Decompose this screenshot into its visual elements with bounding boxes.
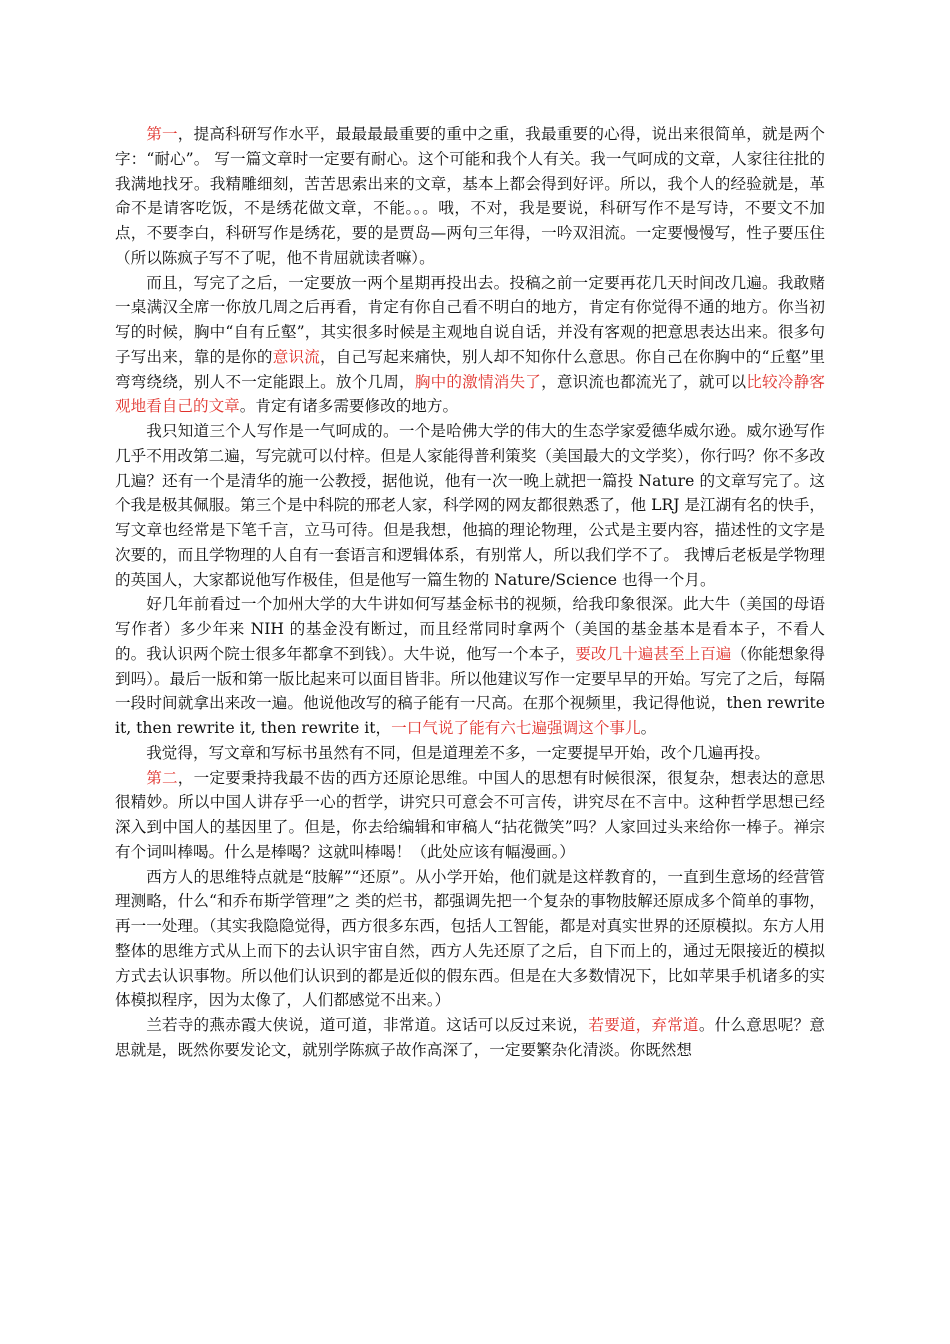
paragraph xyxy=(115,419,825,592)
text-run: 西方人的思维特点就是“肢解”“还原”。从小学开始，他们就是这样教育的，一直到生意场的经营管理测略，什么“和乔布斯学管理”之 类的烂书，都强调先把一个复杂的事物肢解还原成多个简单的事物，再一一处理。（其实我隐隐觉得，西方很多东西，包括人工智能，都是对真实世界的还原模拟。东方人用整体的思维方式从上而下的去认识宇宙自然，西方人先还原了之后，自下而上的，通过无限接近的模拟方式去认识事物。所以他们认识到的都是近似的假东西。但是在大多数情况下，比如苹果手机诸多的实体模拟程序，因为太像了，人们都感觉不出来。） xyxy=(115,867,825,1010)
paragraph xyxy=(115,741,825,766)
highlighted-text: 第二 xyxy=(146,768,178,787)
highlighted-text: 要改几十遍甚至上百遍 xyxy=(575,644,732,663)
highlighted-text: 比较冷静客观地看自己的文章 xyxy=(115,372,825,416)
highlighted-text: 意识流 xyxy=(272,347,321,366)
paragraph xyxy=(115,1013,825,1063)
text-run: 。什么意思呢？意思就是，既然你要发论文，就别学陈疯子故作高深了，一定要繁杂化清淡。你既然想 xyxy=(115,1016,825,1059)
highlighted-text: 一口气说了能有六七遍强调这个事儿 xyxy=(391,719,641,737)
text-run: 而且，写完了之后，一定要放一两个星期再投出去。投稿之前一定要再花几天时间改几遍。我敢赌一桌满汉全席一你放几周之后再看，肯定有你自己看不明白的地方，肯定有你觉得不通的地方。你当初写的时候，胸中“自有丘壑”，其实很多时候是主观地自说自话，并没有客观的把意思表达出来。很多句子写出来，靠的是你的 xyxy=(115,273,825,366)
text-run: 好几年前看过一个加州大学的大牛讲如何写基金标书的视频，给我印象很深。此大牛（美国的母语写作者）多少年来 NIH 的基金没有断过，而且经常同时拿两个（美国的基金基本是看本子，不看人的。我认识两个院士很多年都拿不到钱）。大牛说，他写一个本子， xyxy=(115,595,825,663)
highlighted-text: 若要道，弃常道 xyxy=(588,1016,699,1034)
paragraph xyxy=(115,766,825,865)
text-run: ，自己写起来痛快，别人却不知你什么意思。你自己在你胸中的“丘壑”里弯弯绕绕，别人不一定能跟上。放个几周， xyxy=(115,347,825,391)
text-run: ，意识流也都流光了，就可以 xyxy=(541,372,747,391)
highlighted-text: 第一 xyxy=(146,125,178,143)
paragraph xyxy=(115,122,825,271)
text-run: 。肯定有诸多需要修改的地方。 xyxy=(239,397,459,416)
paragraph xyxy=(115,592,825,741)
document-body xyxy=(115,122,825,1063)
text-run: （你能想象得到吗）。最后一版和第一版比起来可以面目皆非。所以他建议写作一定要早早的开始。写完了之后，每隔一段时间就拿出来改一遍。他说他改写的稿子能有一尺高。在那个视频里，我记得他说，then rewrite it, then rewrite it, then rewrite it， xyxy=(115,644,825,737)
text-run: ，提高科研写作水平，最最最最重要的重中之重，我最重要的心得，说出来很简单，就是两个字：“耐心”。 写一篇文章时一定要有耐心。这个可能和我个人有关。我一气呵成的文章，人家往往批的我满地找牙。我精雕细刻，苦苦思索出来的文章，基本上都会得到好评。所以，我个人的经验就是，革命不是请客吃饭，不是绣花做文章，不能。。。哦，不对，我是要说，科研写作不是写诗，不要文不加点，不要李白，科研写作是绣花，要的是贾岛—两句三年得，一吟双泪流。一定要慢慢写，性子要压住（所以陈疯子写不了呢，他不肯屈就读者嘛）。 xyxy=(115,125,825,267)
text-run: 。 xyxy=(640,719,657,737)
text-run: 我觉得，写文章和写标书虽然有不同，但是道理差不多，一定要提早开始，改个几遍再投。 xyxy=(146,743,770,762)
text-run: ，一定要秉持我最不齿的西方还原论思维。中国人的思想有时候很深，很复杂，想表达的意思很精妙。所以中国人讲存乎一心的哲学，讲究只可意会不可言传，讲究尽在不言中。这种哲学思想已经深入到中国人的基因里了。但是，你去给编辑和审稿人“拈花微笑”吗？人家回过头来给你一棒子。禅宗有个词叫棒喝。什么是棒喝？这就叫棒喝！（此处应该有幅漫画。） xyxy=(115,768,825,861)
paragraph xyxy=(115,271,825,420)
paragraph xyxy=(115,865,825,1014)
text-run: 我只知道三个人写作是一气呵成的。一个是哈佛大学的伟大的生态学家爱德华威尔逊。威尔逊写作几乎不用改第二遍，写完就可以付梓。但是人家能得普利策奖（美国最大的文学奖），你行吗？你不多改几遍？还有一个是清华的施一公教授，据他说，他有一次一晚上就把一篇投 Nature 的文章写完了。这个我是极其佩服。第三个是中科院的邢老人家，科学网的网友都很熟悉了，他 LRJ 是江湖有名的快手，写文章也经常是下笔千言，立马可待。但是我想，他搞的理论物理，公式是主要内容，描述性的文字是次要的，而且学物理的人自有一套语言和逻辑体系，有别常人，所以我们学不了。 我博后老板是学物理的英国人，大家都说他写作极佳，但是他写一篇生物的 Nature/Science 也得一个月。 xyxy=(115,422,825,589)
highlighted-text: 胸中的激情消失了 xyxy=(414,372,542,391)
text-run: 兰若寺的燕赤霞大侠说，道可道，非常道。这话可以反过来说， xyxy=(146,1016,589,1034)
